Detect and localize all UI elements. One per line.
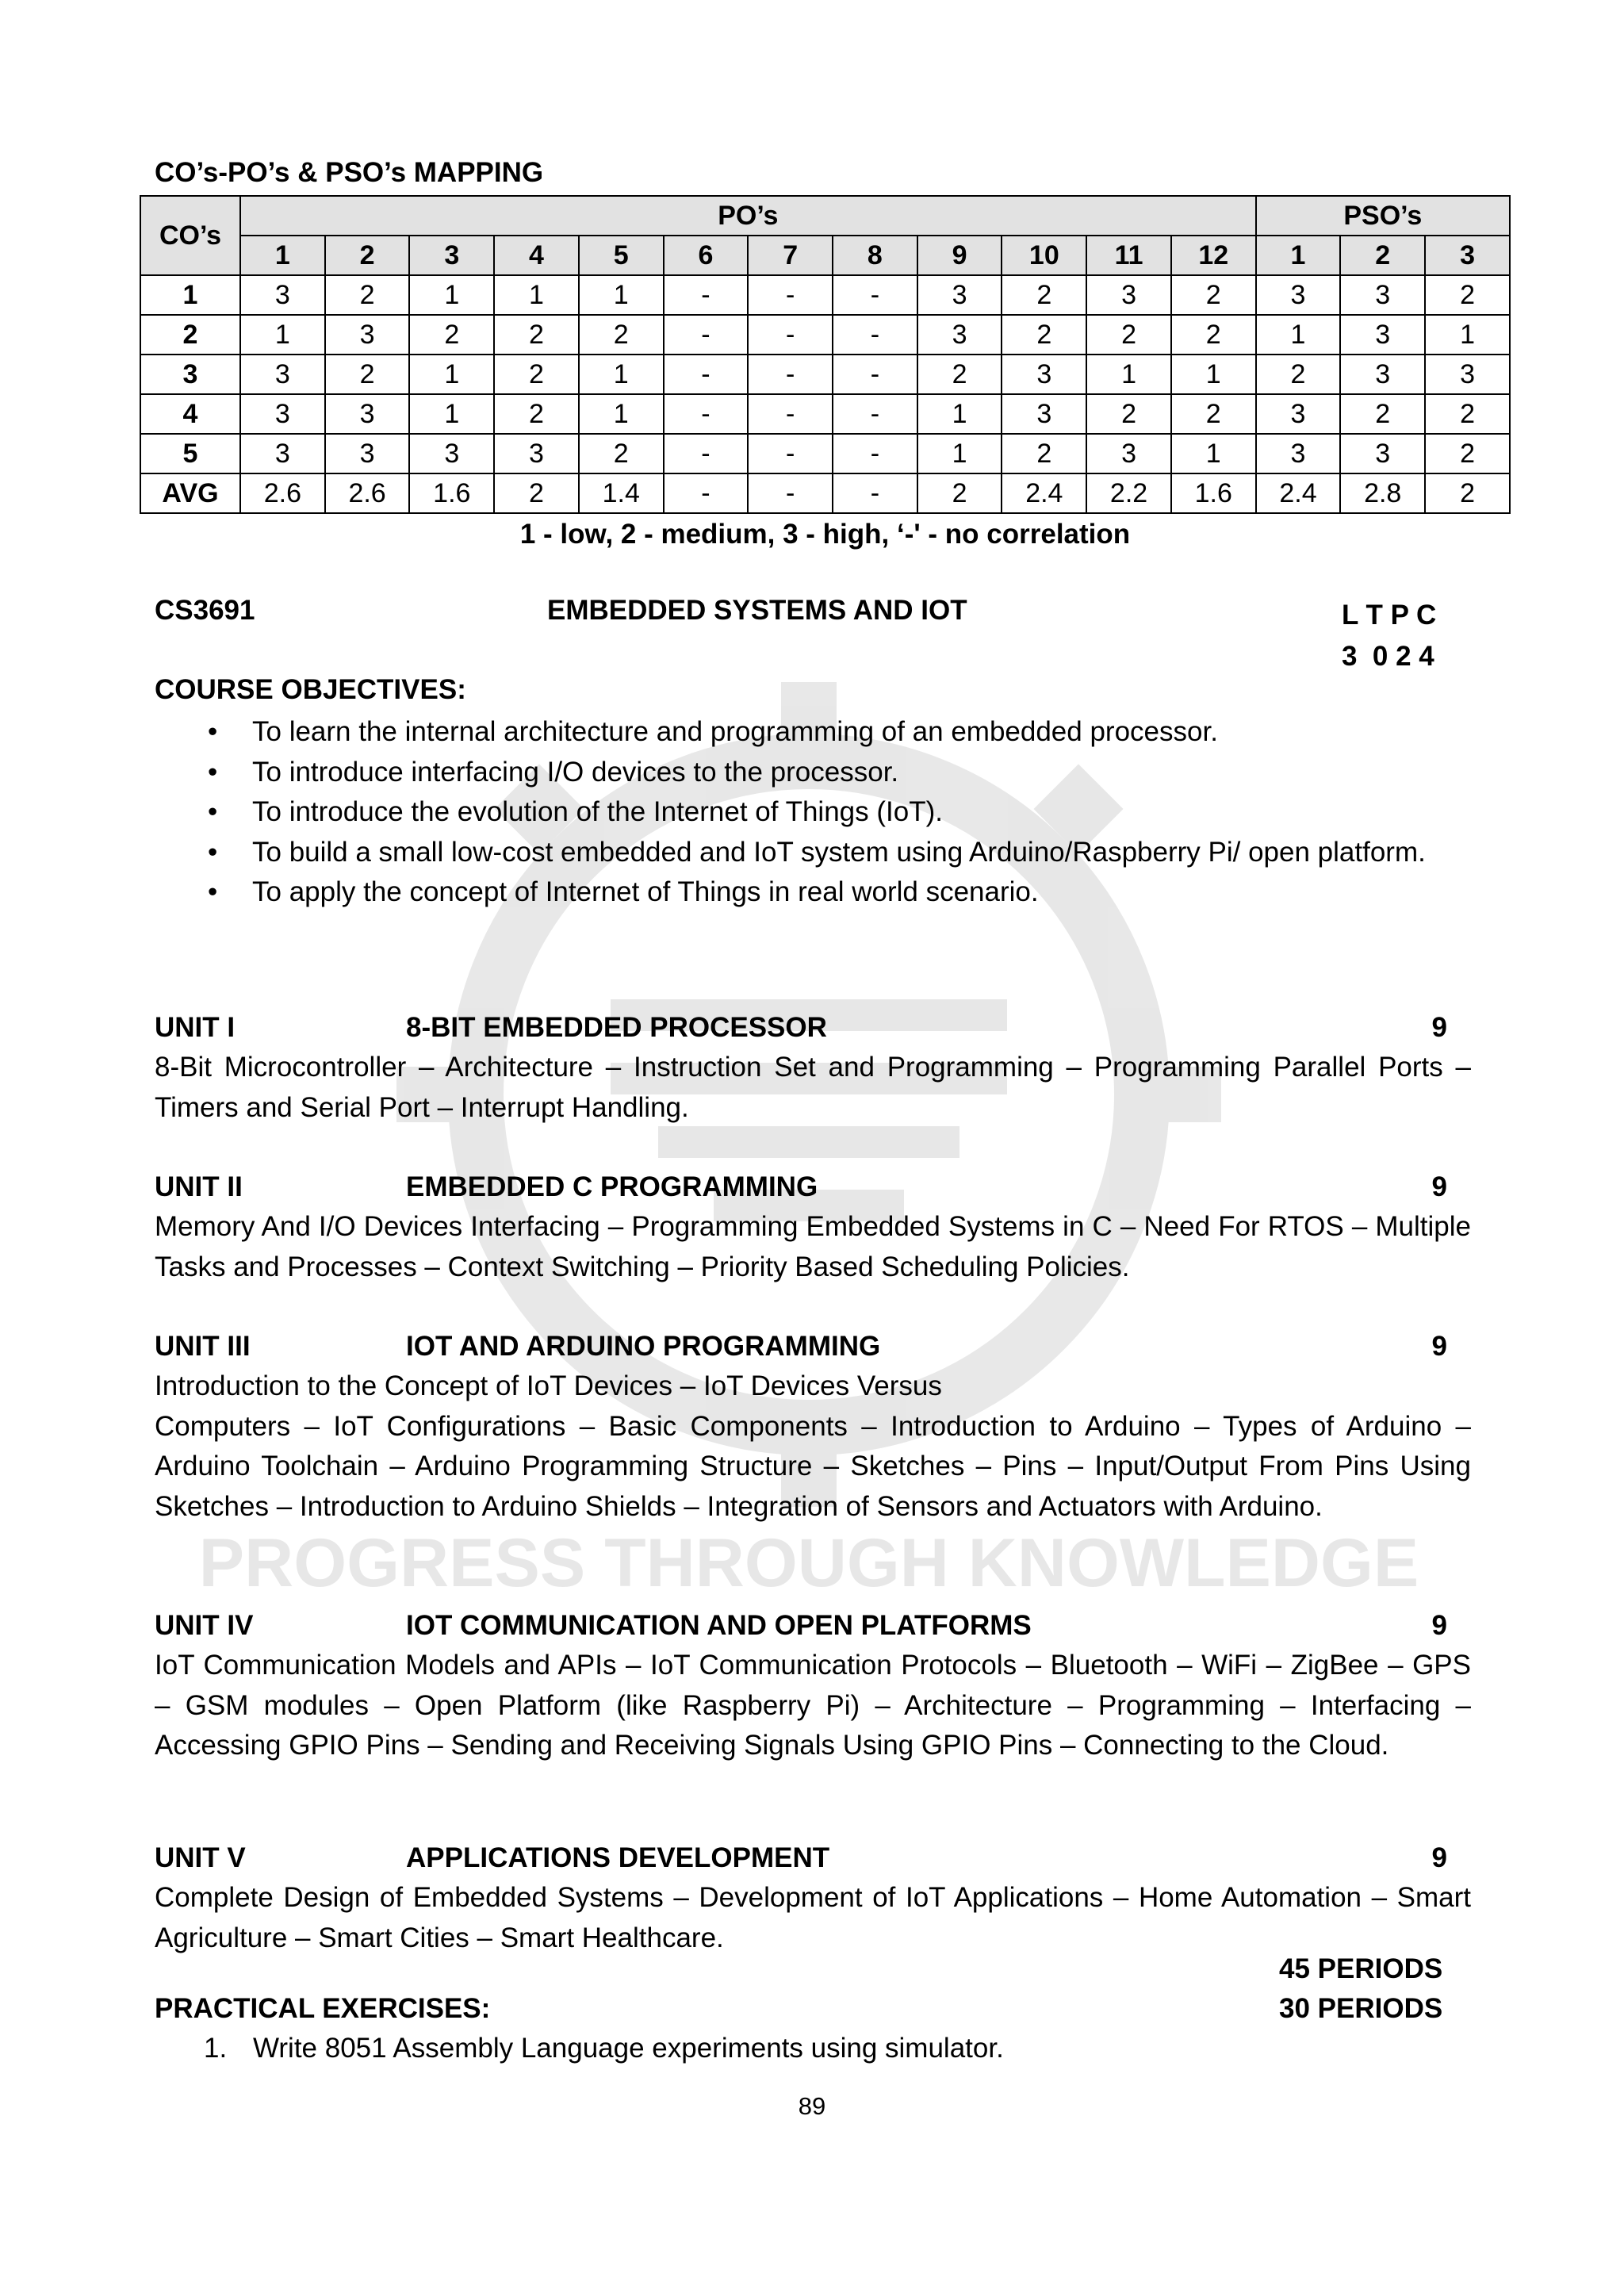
row-label-cell: 5 <box>140 434 240 473</box>
unit-hours: 9 <box>1431 1331 1447 1362</box>
value-cell: - <box>833 434 917 473</box>
value-cell: 2 <box>325 355 410 394</box>
value-cell: 2 <box>1171 275 1256 315</box>
value-cell: - <box>664 355 749 394</box>
value-cell: 2.6 <box>325 473 410 513</box>
column-number-cell: 3 <box>1425 236 1510 275</box>
value-cell: 2.2 <box>1086 473 1171 513</box>
unit-number: UNIT I <box>155 1012 236 1043</box>
table-row <box>140 394 1510 434</box>
column-number-cell: 4 <box>494 236 579 275</box>
table-row <box>140 434 1510 473</box>
exercise-number: 1. <box>204 2033 228 2064</box>
column-number-cell: 1 <box>1256 236 1341 275</box>
ltpc-values: 3 0 2 4 <box>1342 641 1434 672</box>
column-number-cell: 3 <box>409 236 494 275</box>
value-cell: 2 <box>917 473 1002 513</box>
value-cell: 2 <box>1256 355 1341 394</box>
value-cell: 2 <box>1425 394 1510 434</box>
table-row <box>140 355 1510 394</box>
row-label-cell: 1 <box>140 275 240 315</box>
unit-number: UNIT V <box>155 1842 246 1873</box>
unit-title: APPLICATIONS DEVELOPMENT <box>406 1842 830 1873</box>
co-po-pso-mapping-table <box>140 195 1511 514</box>
unit-hours: 9 <box>1431 1012 1447 1043</box>
unit-5 <box>155 1838 1471 1958</box>
value-cell: 2 <box>494 394 579 434</box>
value-cell: 3 <box>917 275 1002 315</box>
row-label-cell: 2 <box>140 315 240 355</box>
value-cell: 2 <box>1002 315 1086 355</box>
value-cell: 3 <box>1086 434 1171 473</box>
value-cell: 1.6 <box>1171 473 1256 513</box>
unit-hours: 9 <box>1431 1171 1447 1202</box>
value-cell: 3 <box>1425 355 1510 394</box>
unit-hours: 9 <box>1431 1842 1447 1873</box>
value-cell: 2.8 <box>1340 473 1425 513</box>
value-cell: 3 <box>1256 275 1341 315</box>
value-cell: 1 <box>494 275 579 315</box>
value-cell: 2 <box>1171 394 1256 434</box>
value-cell: 3 <box>325 434 410 473</box>
value-cell: - <box>664 394 749 434</box>
value-cell: 2.4 <box>1256 473 1341 513</box>
value-cell: 2.6 <box>240 473 325 513</box>
value-cell: 3 <box>1256 394 1341 434</box>
ltpc-header: L T P C <box>1342 600 1437 631</box>
course-code: CS3691 <box>155 595 255 626</box>
unit-body-first-line: Introduction to the Concept of IoT Devices – IoT Devices Versus <box>155 1370 942 1401</box>
unit-body: IoT Communication Models and APIs – IoT Communication Protocols – Bluetooth – WiFi – ZigBee – GPS – GSM modules – Open Platform (like Raspberry Pi) – Architecture – Programming – Interfacing – Accessing GPIO Pins – Sending and Receiving Signals Using GPIO Pins – Connecting to the Cloud. <box>155 1650 1471 1761</box>
unit-title: IOT COMMUNICATION AND OPEN PLATFORMS <box>406 1610 1032 1641</box>
practical-heading: PRACTICAL EXERCISES: <box>155 1993 491 2024</box>
unit-1 <box>155 1008 1471 1128</box>
unit-3 <box>155 1327 1471 1527</box>
value-cell: 3 <box>240 394 325 434</box>
value-cell: - <box>664 315 749 355</box>
value-cell: 3 <box>494 434 579 473</box>
row-label-cell: AVG <box>140 473 240 513</box>
column-number-cell: 2 <box>1340 236 1425 275</box>
unit-title: IOT AND ARDUINO PROGRAMMING <box>406 1331 881 1362</box>
unit-number: UNIT III <box>155 1331 251 1362</box>
page-number: 89 <box>798 2092 826 2120</box>
unit-hours: 9 <box>1431 1610 1447 1641</box>
value-cell: - <box>748 434 833 473</box>
objectives-heading: COURSE OBJECTIVES: <box>155 674 466 705</box>
ltpc-block <box>1342 595 1436 677</box>
value-cell: 1 <box>409 355 494 394</box>
value-cell: 1.4 <box>579 473 664 513</box>
value-cell: 1 <box>917 394 1002 434</box>
value-cell: 2 <box>325 275 410 315</box>
column-number-cell: 10 <box>1002 236 1086 275</box>
value-cell: 1 <box>409 275 494 315</box>
value-cell: 3 <box>325 315 410 355</box>
practical-exercise-item <box>204 2033 1004 2064</box>
value-cell: - <box>833 394 917 434</box>
value-cell: 3 <box>1086 275 1171 315</box>
value-cell: - <box>748 315 833 355</box>
column-number-cell: 5 <box>579 236 664 275</box>
value-cell: 1 <box>579 394 664 434</box>
value-cell: 3 <box>240 355 325 394</box>
value-cell: 1.6 <box>409 473 494 513</box>
value-cell: 2 <box>1002 275 1086 315</box>
value-cell: 2 <box>494 355 579 394</box>
value-cell: 2 <box>917 355 1002 394</box>
value-cell: 2 <box>1340 394 1425 434</box>
value-cell: 2 <box>1002 434 1086 473</box>
value-cell: 1 <box>579 355 664 394</box>
correlation-legend: 1 - low, 2 - medium, 3 - high, ‘-' - no correlation <box>519 519 1131 550</box>
unit-2 <box>155 1167 1471 1287</box>
value-cell: - <box>748 473 833 513</box>
unit-body: Computers – IoT Configurations – Basic Components – Introduction to Arduino – Types of Arduino – Arduino Toolchain – Arduino Programming Structure – Sketches – Pins – Input/Output From Pins Using Sketches – Introduction to Arduino Shields – Integration of Sensors and Actuators with Arduino. <box>155 1410 1471 1522</box>
column-number-cell: 7 <box>748 236 833 275</box>
course-header <box>155 595 1471 674</box>
value-cell: 1 <box>240 315 325 355</box>
column-number-cell: 11 <box>1086 236 1171 275</box>
value-cell: 3 <box>240 434 325 473</box>
value-cell: 3 <box>240 275 325 315</box>
value-cell: 2 <box>1086 394 1171 434</box>
value-cell: - <box>748 355 833 394</box>
theory-periods: 45 PERIODS <box>1279 1953 1443 1984</box>
unit-title: EMBEDDED C PROGRAMMING <box>406 1171 818 1202</box>
practical-periods: 30 PERIODS <box>1279 1993 1443 2024</box>
value-cell: 1 <box>409 394 494 434</box>
column-number-cell: 8 <box>833 236 917 275</box>
value-cell: - <box>748 394 833 434</box>
value-cell: 3 <box>325 394 410 434</box>
unit-body: Complete Design of Embedded Systems – Development of IoT Applications – Home Automation – Smart Agriculture – Smart Cities – Smart Healthcare. <box>155 1882 1471 1953</box>
value-cell: - <box>664 434 749 473</box>
value-cell: 1 <box>1171 355 1256 394</box>
value-cell: 1 <box>1086 355 1171 394</box>
value-cell: 2 <box>579 315 664 355</box>
header-pos: PO’s <box>240 196 1256 236</box>
unit-number: UNIT II <box>155 1171 243 1202</box>
value-cell: - <box>748 275 833 315</box>
row-label-cell: 4 <box>140 394 240 434</box>
table-row <box>140 315 1510 355</box>
value-cell: 3 <box>1256 434 1341 473</box>
value-cell: - <box>833 473 917 513</box>
unit-body: 8-Bit Microcontroller – Architecture – Instruction Set and Programming – Programming Parallel Ports – Timers and Serial Port – Interrupt Handling. <box>155 1052 1471 1123</box>
value-cell: 3 <box>1002 394 1086 434</box>
list-item: • To learn the internal architecture and programming of an embedded processor. <box>155 712 1471 753</box>
unit-number: UNIT IV <box>155 1610 254 1641</box>
value-cell: 1 <box>1256 315 1341 355</box>
header-psos: PSO’s <box>1256 196 1510 236</box>
column-number-cell: 12 <box>1171 236 1256 275</box>
value-cell: 2 <box>1425 275 1510 315</box>
table-row <box>140 473 1510 513</box>
value-cell: 1 <box>579 275 664 315</box>
value-cell: 2 <box>1425 473 1510 513</box>
value-cell: 3 <box>409 434 494 473</box>
value-cell: 2 <box>1171 315 1256 355</box>
list-item: • To introduce interfacing I/O devices to the processor. <box>155 753 1471 793</box>
value-cell: 3 <box>1002 355 1086 394</box>
value-cell: 1 <box>1171 434 1256 473</box>
value-cell: 3 <box>1340 275 1425 315</box>
value-cell: 3 <box>917 315 1002 355</box>
list-item: • To apply the concept of Internet of Things in real world scenario. <box>155 872 1471 913</box>
exercise-text: Write 8051 Assembly Language experiments using simulator. <box>253 2033 1004 2064</box>
value-cell: 2.4 <box>1002 473 1086 513</box>
unit-title: 8-BIT EMBEDDED PROCESSOR <box>406 1012 827 1043</box>
unit-4 <box>155 1606 1471 1766</box>
value-cell: - <box>833 355 917 394</box>
watermark-motto: PROGRESS THROUGH KNOWLEDGE <box>198 1525 1419 1601</box>
value-cell: 3 <box>1340 434 1425 473</box>
value-cell: 2 <box>494 473 579 513</box>
value-cell: 2 <box>1425 434 1510 473</box>
value-cell: 2 <box>1086 315 1171 355</box>
value-cell: 2 <box>494 315 579 355</box>
course-title: EMBEDDED SYSTEMS AND IOT <box>547 595 967 626</box>
value-cell: - <box>833 315 917 355</box>
table-column-number-row <box>140 236 1510 275</box>
table-row <box>140 275 1510 315</box>
value-cell: 1 <box>1425 315 1510 355</box>
value-cell: - <box>664 275 749 315</box>
list-item: • To introduce the evolution of the Internet of Things (IoT). <box>155 792 1471 833</box>
mapping-title: CO’s-PO’s & PSO’s MAPPING <box>155 157 544 188</box>
table-group-header-row <box>140 196 1510 236</box>
value-cell: 1 <box>917 434 1002 473</box>
value-cell: - <box>833 275 917 315</box>
column-number-cell: 6 <box>664 236 749 275</box>
value-cell: 3 <box>1340 355 1425 394</box>
row-label-cell: 3 <box>140 355 240 394</box>
unit-body: Memory And I/O Devices Interfacing – Programming Embedded Systems in C – Need For RTOS – Multiple Tasks and Processes – Context Switching – Priority Based Scheduling Policies. <box>155 1211 1471 1282</box>
value-cell: - <box>664 473 749 513</box>
column-number-cell: 9 <box>917 236 1002 275</box>
value-cell: 2 <box>409 315 494 355</box>
value-cell: 3 <box>1340 315 1425 355</box>
value-cell: 2 <box>579 434 664 473</box>
column-number-cell: 2 <box>325 236 410 275</box>
column-number-cell: 1 <box>240 236 325 275</box>
objectives-list <box>155 712 1471 913</box>
header-cos: CO’s <box>140 196 240 275</box>
list-item: • To build a small low-cost embedded and IoT system using Arduino/Raspberry Pi/ open platform. <box>155 833 1471 873</box>
